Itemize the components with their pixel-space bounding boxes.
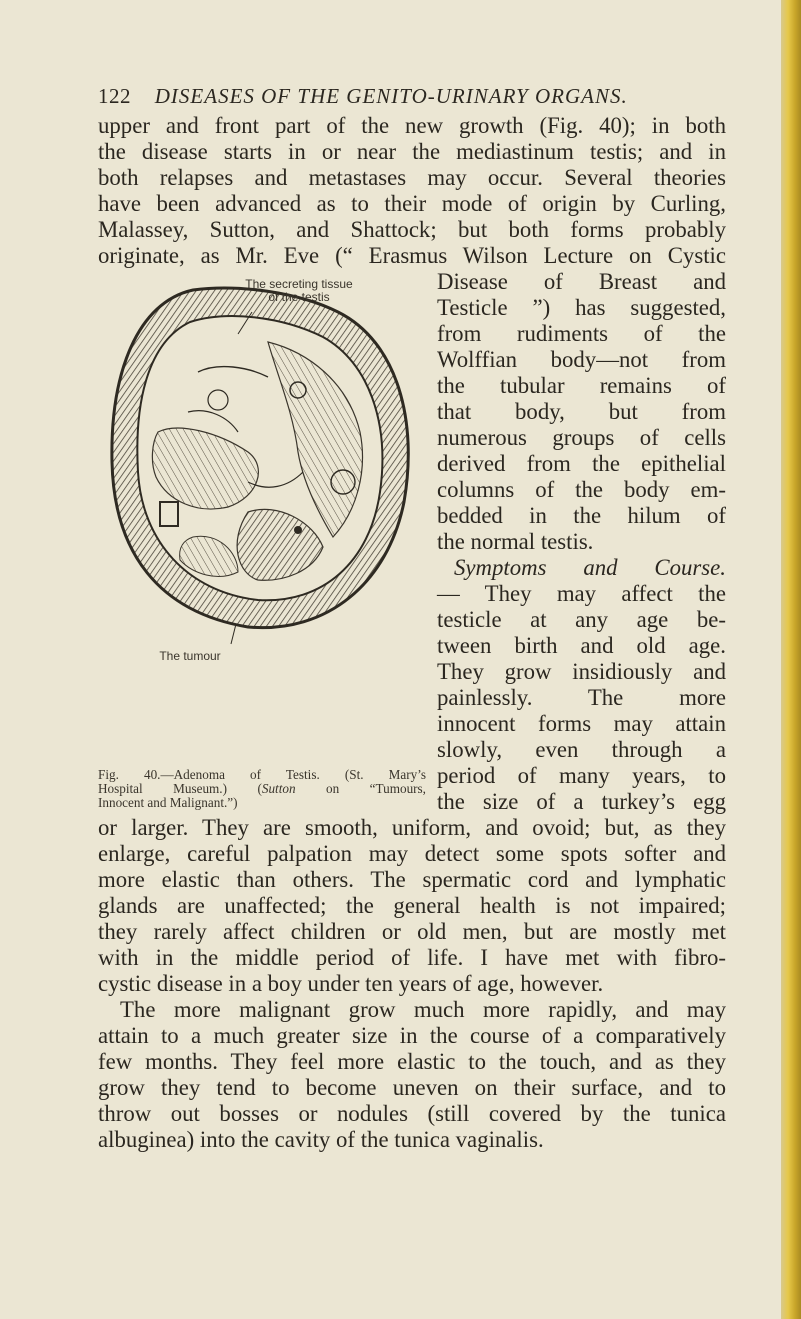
- body-line: albuginea) into the cavity of the tunica vaginalis.: [98, 1127, 544, 1152]
- body-line: derived from the epithelial: [437, 451, 726, 476]
- body-line: Wolffian body—not from: [437, 347, 726, 372]
- figure-label-secreting-tissue: The secreting tissue: [245, 277, 353, 291]
- body-line: Disease of Breast and: [437, 269, 726, 294]
- caption-line: Hospital Museum.) (Sutton on “Tumours,: [98, 781, 426, 796]
- figure-label-of-testis: of the testis: [268, 290, 330, 304]
- section-subheading: Symptoms and Course.: [454, 555, 726, 580]
- body-line: have been advanced as to their mode of origin by Curling,: [98, 191, 726, 216]
- caption-line: Innocent and Malignant.”): [98, 795, 238, 810]
- running-title: DISEASES OF THE GENITO-URINARY ORGANS.: [154, 84, 628, 108]
- body-line: painlessly. The more: [437, 685, 726, 710]
- body-line: upper and front part of the new growth (Fig. 40); in both: [98, 113, 726, 138]
- body-line: few months. They feel more elastic to the touch, and as they: [98, 1049, 726, 1074]
- body-line: numerous groups of cells: [437, 425, 726, 450]
- page-number: 122: [98, 84, 131, 108]
- body-line: enlarge, careful palpation may detect some spots softer and: [98, 841, 726, 866]
- body-line: Malassey, Sutton, and Shattock; but both forms probably: [98, 217, 726, 242]
- body-line: originate, as Mr. Eve (“ Erasmus Wilson Lecture on Cystic: [98, 243, 726, 268]
- body-line: — They may affect the: [437, 581, 726, 606]
- caption-line: Fig. 40.—Adenoma of Testis. (St. Mary’s: [98, 767, 426, 782]
- body-line: they rarely affect children or old men, but are mostly met: [98, 919, 726, 944]
- body-line: throw out bosses or nodules (still covered by the tunica: [98, 1101, 726, 1126]
- body-line: from rudiments of the: [437, 321, 726, 346]
- body-line: attain to a much greater size in the course of a comparatively: [98, 1023, 726, 1048]
- testis-engraving: [98, 282, 430, 652]
- body-line: bedded in the hilum of: [437, 503, 726, 528]
- body-line: more elastic than others. The spermatic cord and lymphatic: [98, 867, 726, 892]
- body-line: the size of a turkey’s egg: [437, 789, 726, 814]
- body-line: cystic disease in a boy under ten years of age, however.: [98, 971, 604, 996]
- body-line: testicle at any age be-: [437, 607, 726, 632]
- figure-caption: [98, 768, 426, 810]
- running-header: [98, 84, 628, 109]
- body-line: innocent forms may attain: [437, 711, 726, 736]
- body-line: tween birth and old age.: [437, 633, 726, 658]
- body-line: slowly, even through a: [437, 737, 726, 762]
- figure-adenoma-of-testis: [98, 277, 430, 652]
- body-line: or larger. They are smooth, uniform, and ovoid; but, as they: [98, 815, 726, 840]
- body-line: glands are unaffected; the general health is not impaired;: [98, 893, 726, 918]
- body-line: They grow insidiously and: [437, 659, 726, 684]
- figure-label-tumour: The tumour: [159, 649, 221, 663]
- book-spine-edge: [781, 0, 801, 1319]
- body-line: the disease starts in or near the mediastinum testis; and in: [98, 139, 726, 164]
- body-line: Testicle ”) has suggested,: [437, 295, 726, 320]
- body-line: the normal testis.: [437, 529, 594, 554]
- body-line: period of many years, to: [437, 763, 726, 788]
- body-line: with in the middle period of life. I have met with fibro-: [98, 945, 726, 970]
- body-line: the tubular remains of: [437, 373, 726, 398]
- body-line: columns of the body em-: [437, 477, 726, 502]
- body-line: grow they tend to become uneven on their surface, and to: [98, 1075, 726, 1100]
- body-line: The more malignant grow much more rapidly, and may: [120, 997, 726, 1022]
- body-line: that body, but from: [437, 399, 726, 424]
- body-line: both relapses and metastases may occur. Several theories: [98, 165, 726, 190]
